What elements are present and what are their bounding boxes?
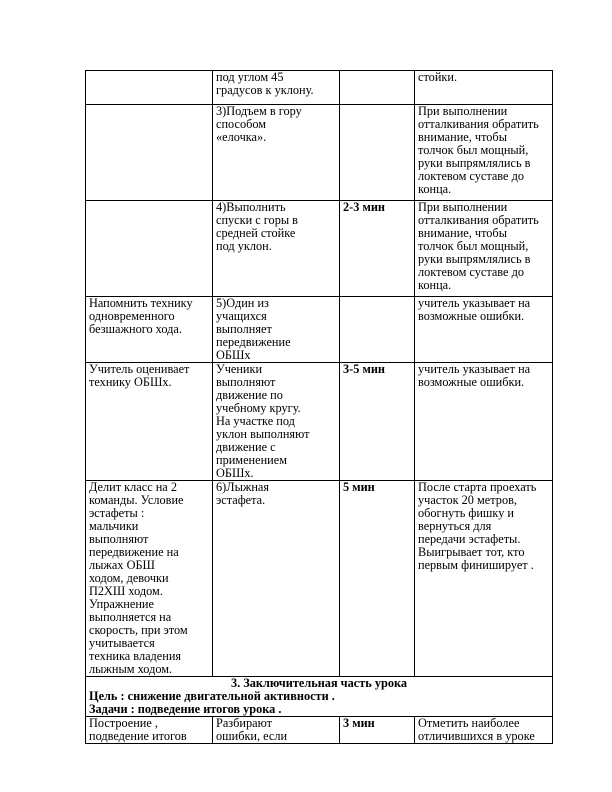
table-row (86, 105, 553, 201)
notes-cell: При выполнении отталкивания обратить внимание, чтобы толчок был мощный, руки выпрямлялись в локтевом суставе до конца. (415, 201, 553, 297)
duration-cell: 3-5 мин (340, 363, 415, 481)
notes-cell: Отметить наиболее отличившихся в уроке (415, 717, 553, 744)
table-row (86, 201, 553, 297)
duration-cell: 5 мин (340, 481, 415, 677)
activity-cell: 4)Выполнить спуски с горы в средней стойке под уклон. (213, 201, 340, 297)
table-row (86, 297, 553, 363)
activity-cell: 5)Один из учащихся выполняет передвижение ОБШх (213, 297, 340, 363)
section-tasks: Задачи : подведение итогов урока . (89, 702, 282, 716)
duration-cell: 3 мин (340, 717, 415, 744)
table-row (86, 71, 553, 105)
activity-cell: 6)Лыжная эстафета. (213, 481, 340, 677)
duration-cell: 2-3 мин (340, 201, 415, 297)
teacher-cell (86, 105, 213, 201)
teacher-cell: Учитель оценивает технику ОБШх. (86, 363, 213, 481)
notes-cell: После старта проехать участок 20 метров, обогнуть фишку и вернуться для передачи эстафеты. Выигрывает тот, кто первым финиширует . (415, 481, 553, 677)
teacher-cell: Делит класс на 2 команды. Условие эстафеты : мальчики выполняют передвижение на лыжах ОБШ ходом, девочки П2ХШ ходом. Упражнение выполняется на скорость, при этом учитывается техника владения лыжным ходом. (86, 481, 213, 677)
notes-cell: учитель указывает на возможные ошибки. (415, 363, 553, 481)
lesson-plan-table (85, 70, 553, 744)
notes-cell: При выполнении отталкивания обратить внимание, чтобы толчок был мощный, руки выпрямлялись в локтевом суставе до конца. (415, 105, 553, 201)
duration-cell (340, 105, 415, 201)
duration-cell (340, 297, 415, 363)
teacher-cell: Построение , подведение итогов (86, 717, 213, 744)
teacher-cell (86, 201, 213, 297)
notes-cell: учитель указывает на возможные ошибки. (415, 297, 553, 363)
duration-cell (340, 71, 415, 105)
activity-cell: 3)Подъем в гору способом «елочка». (213, 105, 340, 201)
table-row (86, 717, 553, 744)
teacher-cell: Напомнить технику одновременного безшажного хода. (86, 297, 213, 363)
teacher-cell (86, 71, 213, 105)
activity-cell: Разбирают ошибки, если (213, 717, 340, 744)
activity-cell: под углом 45 градусов к уклону. (213, 71, 340, 105)
section-goal: Цель : снижение двигательной активности . (89, 689, 335, 703)
section-cell (86, 677, 553, 717)
section-title: 3. Заключительная часть урока (230, 676, 408, 690)
table-row (86, 481, 553, 677)
section-row (86, 677, 553, 717)
activity-cell: Ученики выполняют движение по учебному кругу. На участке под уклон выполняют движение с применением ОБШх. (213, 363, 340, 481)
notes-cell: стойки. (415, 71, 553, 105)
table-row (86, 363, 553, 481)
